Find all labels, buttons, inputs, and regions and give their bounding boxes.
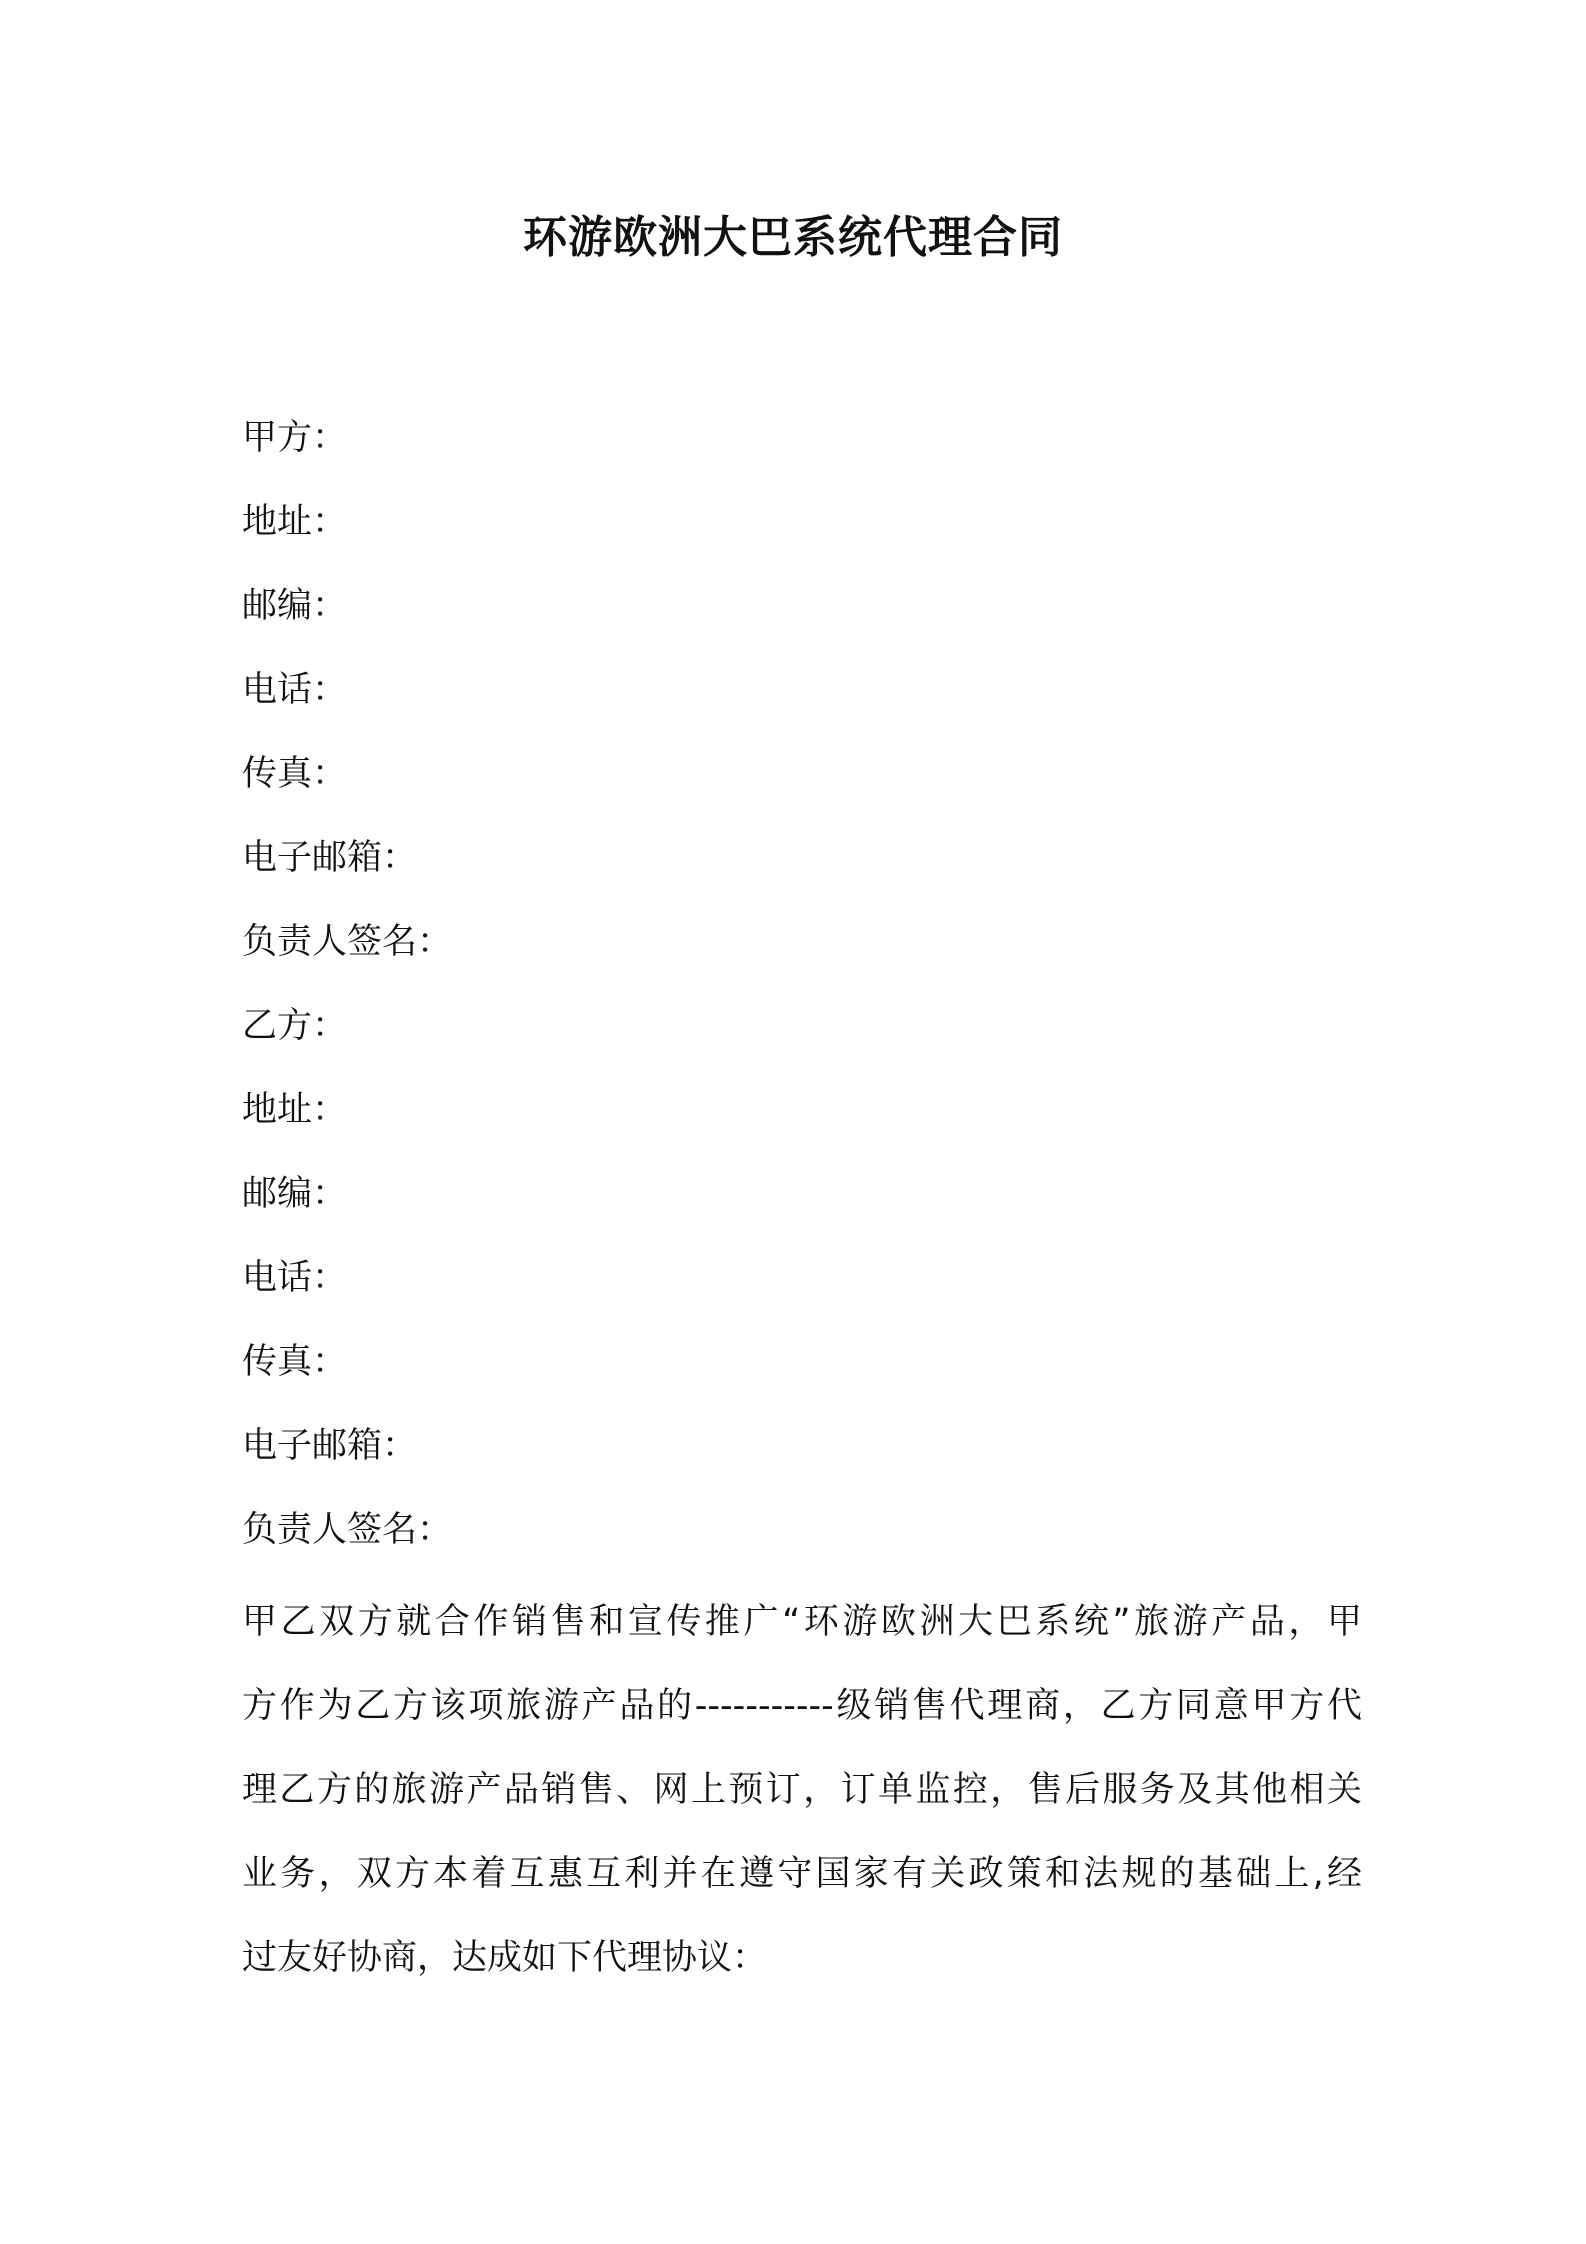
party-b-signature-label: 负责人签名： (242, 1510, 453, 1550)
intro-line: 方作为乙方该项旅游产品的-----------级销售代理商，乙方同意甲方代 (242, 1686, 1362, 1726)
intro-paragraph (242, 1580, 1362, 2000)
party-a-signature-label: 负责人签名： (242, 922, 453, 962)
party-b-postcode-label: 邮编： (242, 1174, 348, 1214)
party-a-label: 甲方： (242, 418, 348, 458)
party-b-fax-label: 传真： (242, 1342, 348, 1382)
party-a-postcode-label: 邮编： (242, 586, 348, 626)
intro-line: 业务，双方本着互惠互利并在遵守国家有关政策和法规的基础上,经 (242, 1854, 1362, 1894)
party-a-email-label: 电子邮箱： (242, 838, 418, 878)
party-b-email-label: 电子邮箱： (242, 1426, 418, 1466)
party-b-phone-label: 电话： (242, 1258, 348, 1298)
party-info-list (242, 408, 1362, 1584)
intro-line: 过友好协商，达成如下代理协议： (242, 1938, 768, 1978)
party-b-label: 乙方： (242, 1006, 348, 1046)
intro-line: 甲乙双方就合作销售和宣传推广“环游欧洲大巴系统”旅游产品，甲 (242, 1602, 1362, 1642)
party-a-phone-label: 电话： (242, 670, 348, 710)
party-a-fax-label: 传真： (242, 754, 348, 794)
contract-title: 环游欧洲大巴系统代理合同 (523, 212, 1063, 263)
party-a-address-label: 地址： (242, 502, 348, 542)
intro-line: 理乙方的旅游产品销售、网上预订，订单监控，售后服务及其他相关 (242, 1770, 1362, 1810)
party-b-address-label: 地址： (242, 1090, 348, 1130)
